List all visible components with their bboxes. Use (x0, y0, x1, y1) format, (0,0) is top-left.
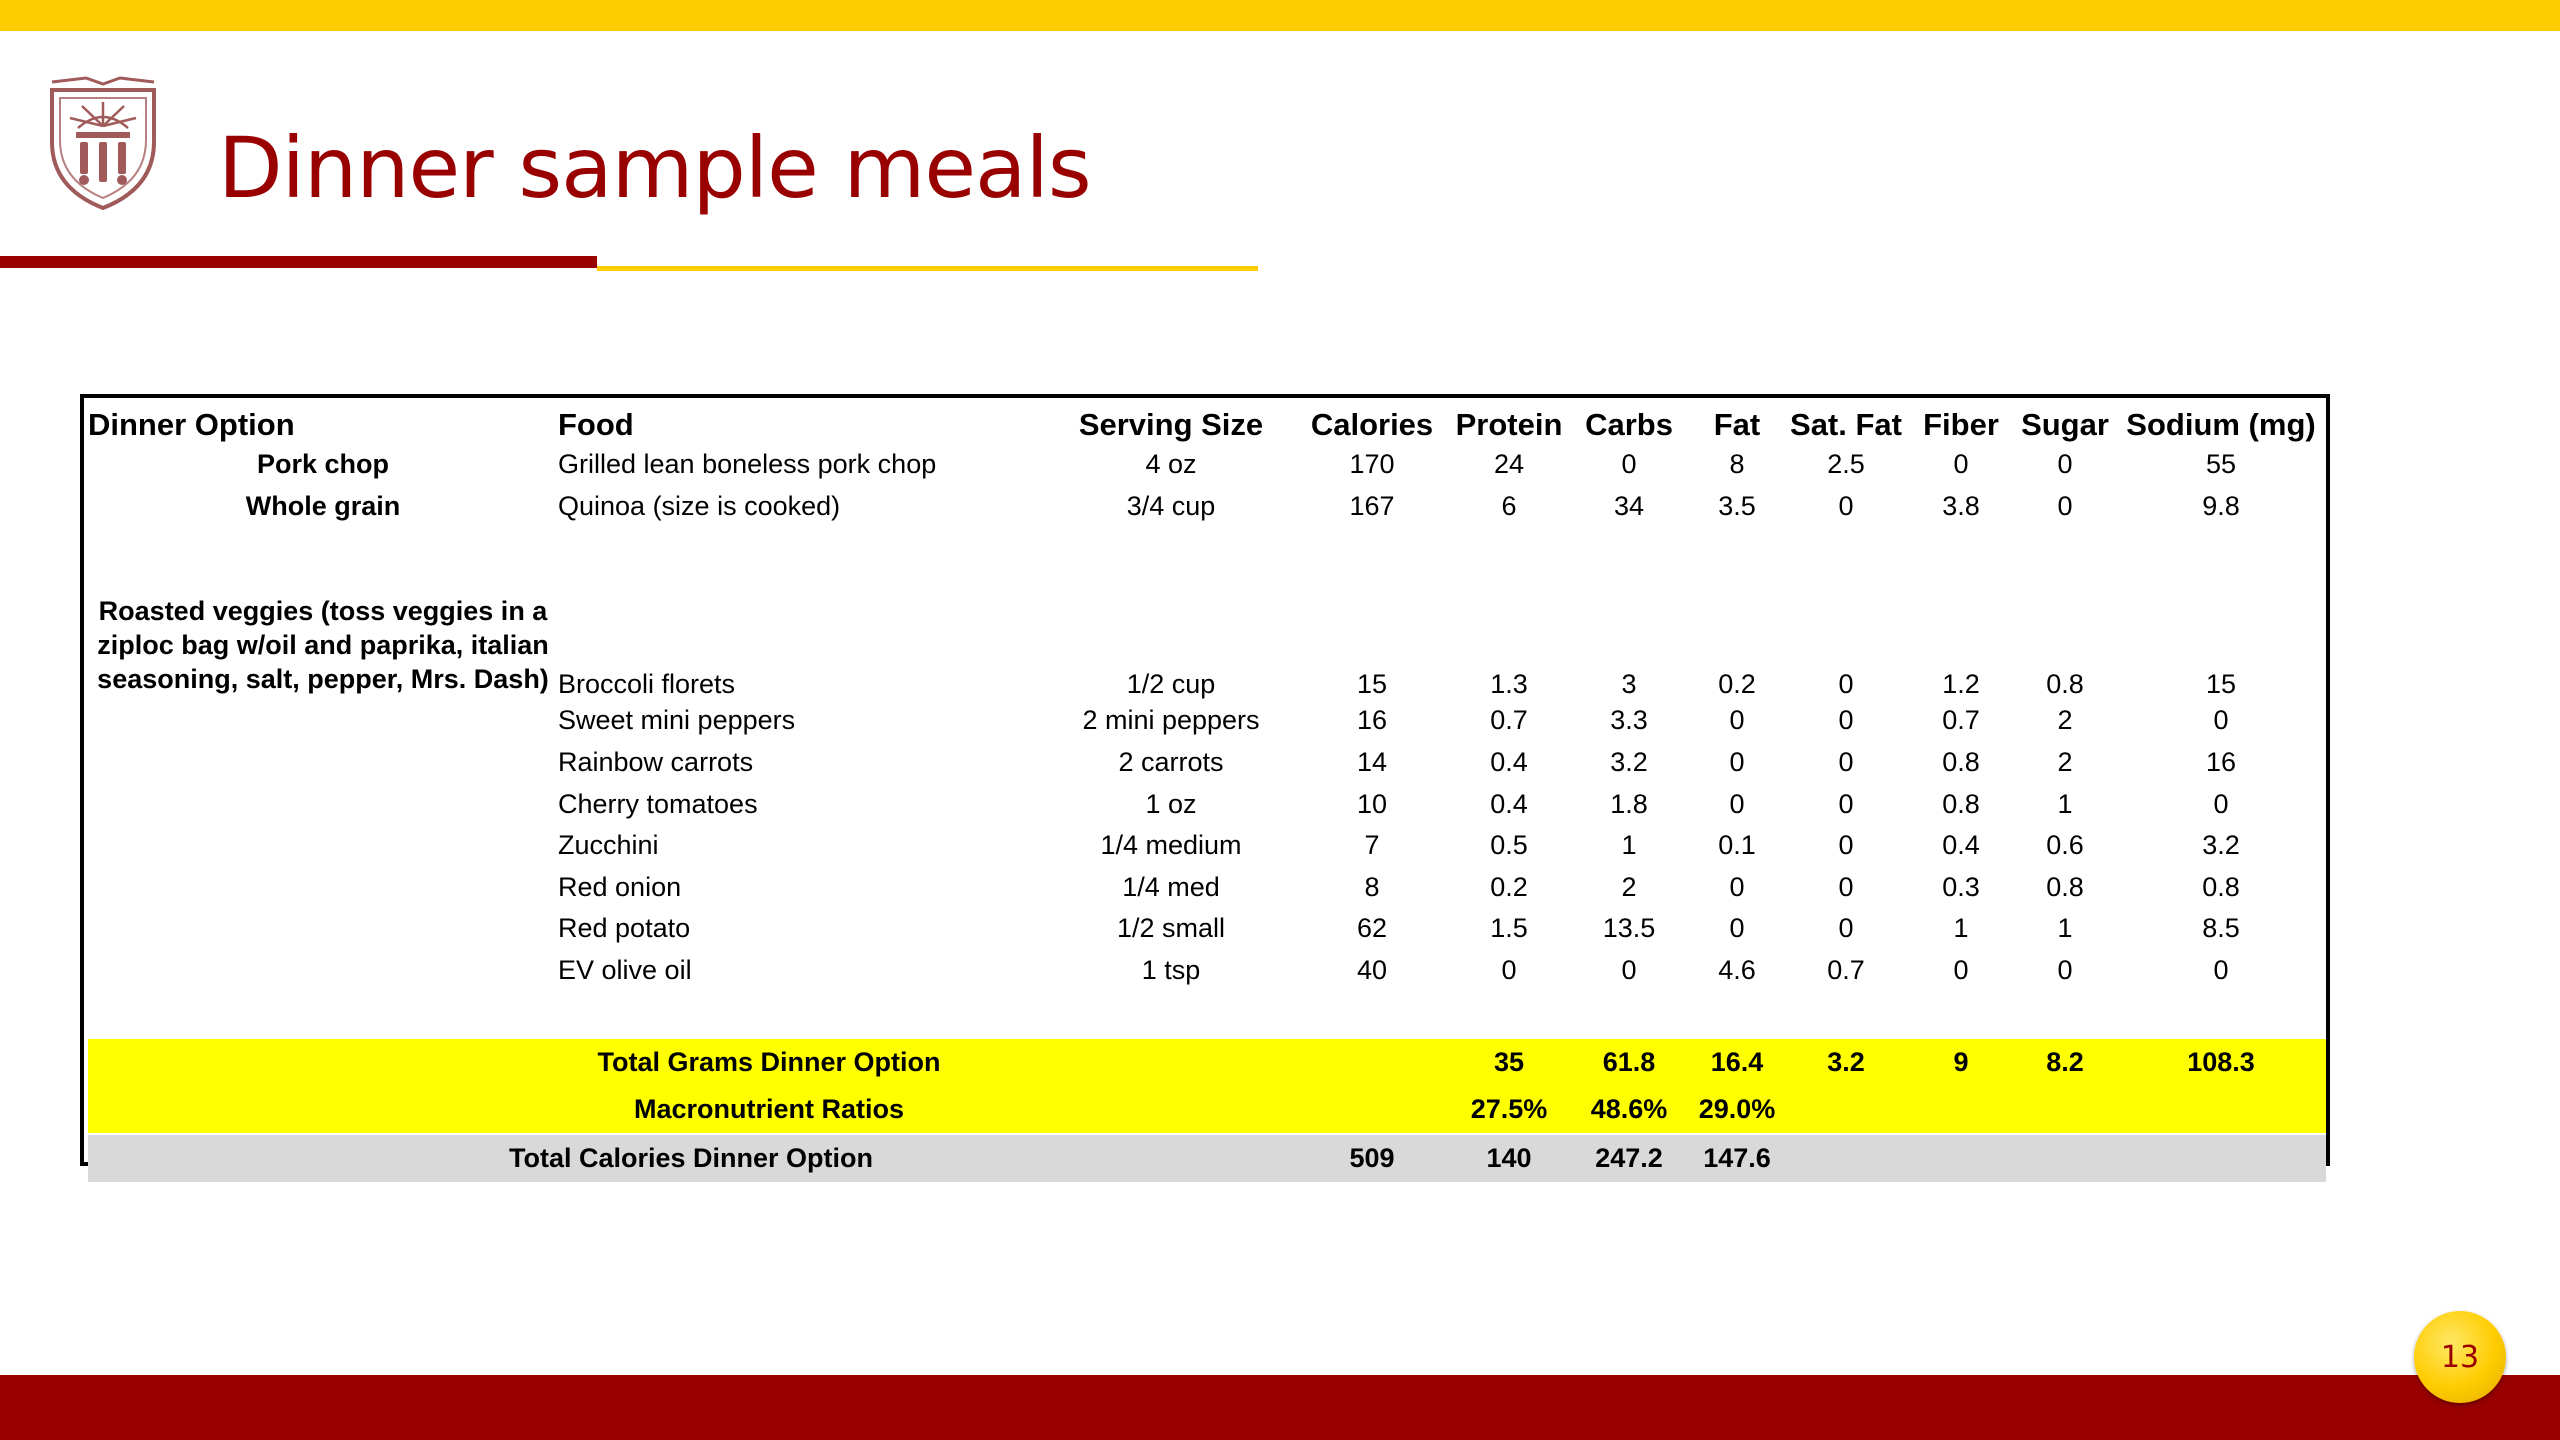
carbs-cell: 3 (1621, 669, 1637, 700)
header-fat: Fat (1713, 407, 1761, 442)
carbs-cell: 1.8 (1610, 788, 1648, 819)
sugar-cell: 2 (2057, 705, 2073, 736)
serving-cell: 1 oz (1145, 788, 1197, 819)
dinner-option-cell: Pork chop (256, 449, 390, 480)
sodium-cell: 0 (2213, 705, 2229, 736)
carbs-cell: 34 (1613, 490, 1645, 521)
serving-cell: 1/4 med (1122, 871, 1220, 902)
page-number-badge: 13 (2414, 1311, 2506, 1403)
fat-cell: 0 (1729, 788, 1745, 819)
dinner-option-cell (88, 867, 558, 909)
serving-cell: 3/4 cup (1126, 490, 1216, 521)
serving-cell: 1 tsp (1141, 955, 1201, 986)
calories-cell: 62 (1356, 913, 1388, 944)
calories-cell: 15 (1356, 669, 1388, 700)
sugar-cell: 0.8 (2046, 871, 2084, 902)
macronutrient-ratios-row (88, 1086, 2326, 1134)
dinner-option-cell (88, 700, 558, 742)
sat-fat-cell: 2.5 (1827, 449, 1865, 480)
sat-fat-cell: 0 (1838, 913, 1854, 944)
fiber-cell: 1.2 (1942, 669, 1980, 700)
sugar-cell: 0 (2057, 490, 2073, 521)
carbs-ratio: 48.6% (1568, 1086, 1690, 1134)
header-sugar: Sugar (2021, 407, 2109, 442)
protein-cell: 0.7 (1490, 705, 1528, 736)
sat-fat-cell: 0 (1838, 490, 1854, 521)
spacer-cell (88, 991, 2326, 1039)
fat-cell: 8 (1729, 449, 1745, 480)
empty-cell (2116, 1086, 2326, 1134)
header-serving-size: Serving Size (1078, 407, 1264, 442)
total-sodium-mg: 108.3 (2116, 1039, 2326, 1086)
sugar-cell: 2 (2057, 747, 2073, 778)
serving-cell: 2 carrots (1118, 747, 1224, 778)
empty-cell (1784, 1134, 1908, 1182)
fiber-cell: 0 (1953, 449, 1969, 480)
carbs-cell: 2 (1621, 871, 1637, 902)
dinner-option-cell (88, 950, 558, 992)
fat-cell: 0 (1729, 747, 1745, 778)
total-grams-label: Total Grams Dinner Option (88, 1039, 1450, 1086)
total-calories: 509 (1294, 1134, 1450, 1182)
total-fiber-grams: 9 (1908, 1039, 2014, 1086)
sugar-cell: 0.6 (2046, 830, 2084, 861)
sugar-cell: 1 (2057, 788, 2073, 819)
table-row (88, 867, 2326, 909)
nutrition-table (88, 406, 2326, 1182)
sodium-cell: 9.8 (2202, 490, 2240, 521)
header-carbs: Carbs (1585, 407, 1673, 442)
table-row (88, 486, 2326, 528)
table-row (88, 783, 2326, 825)
empty-cell (2116, 1134, 2326, 1182)
table-header-row (88, 406, 2326, 444)
food-cell: Broccoli florets (558, 669, 736, 700)
table-row (88, 700, 2326, 742)
carbs-cell: 13.5 (1602, 913, 1656, 944)
food-cell: Quinoa (size is cooked) (558, 490, 841, 521)
dinner-option-cell: Whole grain (245, 490, 401, 521)
dinner-option-cell: Roasted veggies (toss veggies in a ziploc bag w/oil and paprika, italian seasoning, salt, pepper, Mrs. Dash) (97, 596, 549, 695)
sodium-cell: 0.8 (2202, 871, 2240, 902)
sugar-cell: 0.8 (2046, 669, 2084, 700)
fiber-cell: 0.7 (1942, 705, 1980, 736)
calories-cell: 170 (1349, 449, 1395, 480)
food-cell: Red potato (558, 913, 691, 944)
dinner-option-cell (88, 825, 558, 867)
table-row (88, 908, 2326, 950)
carbs-cell: 0 (1621, 955, 1637, 986)
header-fiber: Fiber (1923, 407, 1999, 442)
carbs-cell: 3.3 (1610, 705, 1648, 736)
title-underline-gold (597, 266, 1258, 271)
sodium-cell: 8.5 (2202, 913, 2240, 944)
table-row (88, 527, 2326, 700)
fiber-cell: 0.4 (1942, 830, 1980, 861)
empty-cell (1784, 1086, 1908, 1134)
calories-cell: 8 (1364, 871, 1380, 902)
food-cell: Zucchini (558, 830, 659, 861)
header-food: Food (558, 407, 634, 442)
fiber-cell: 0 (1953, 955, 1969, 986)
table-row (88, 825, 2326, 867)
sugar-cell: 0 (2057, 955, 2073, 986)
fat-cell: 3.5 (1718, 490, 1756, 521)
fiber-cell: 1 (1953, 913, 1969, 944)
protein-cell: 0 (1501, 955, 1517, 986)
carbs-cell: 3.2 (1610, 747, 1648, 778)
empty-cell (2014, 1086, 2116, 1134)
sat-fat-cell: 0 (1838, 871, 1854, 902)
total-calories-row (88, 1134, 2326, 1182)
serving-cell: 4 oz (1145, 449, 1197, 480)
sugar-cell: 1 (2057, 913, 2073, 944)
fiber-cell: 0.8 (1942, 788, 1980, 819)
table-row (88, 950, 2326, 992)
header-calories: Calories (1310, 407, 1434, 442)
carbs-cell: 0 (1621, 449, 1637, 480)
total-carbs-grams: 61.8 (1568, 1039, 1690, 1086)
calories-cell: 16 (1356, 705, 1388, 736)
table-row (88, 742, 2326, 784)
calories-cell: 40 (1356, 955, 1388, 986)
calories-cell: 7 (1364, 830, 1380, 861)
protein-calories: 140 (1450, 1134, 1568, 1182)
sodium-cell: 55 (2205, 449, 2237, 480)
header-sodium: Sodium (mg) (2126, 407, 2316, 442)
food-cell: Grilled lean boneless pork chop (558, 449, 937, 480)
sodium-cell: 0 (2213, 788, 2229, 819)
sodium-cell: 0 (2213, 955, 2229, 986)
total-protein-grams: 35 (1450, 1039, 1568, 1086)
header-sat-fat: Sat. Fat (1790, 407, 1902, 442)
protein-ratio: 27.5% (1450, 1086, 1568, 1134)
fat-cell: 0.1 (1718, 830, 1756, 861)
fat-cell: 0.2 (1718, 669, 1756, 700)
table-row (88, 444, 2326, 486)
sat-fat-cell: 0.7 (1827, 955, 1865, 986)
dinner-option-cell (88, 908, 558, 950)
fat-ratio: 29.0% (1690, 1086, 1784, 1134)
protein-cell: 0.4 (1490, 747, 1528, 778)
fat-cell: 4.6 (1718, 955, 1756, 986)
protein-cell: 6 (1501, 490, 1517, 521)
carbs-calories: 247.2 (1568, 1134, 1690, 1182)
university-seal-icon (46, 76, 160, 212)
sat-fat-cell: 0 (1838, 669, 1854, 700)
total-sat-fat-grams: 3.2 (1784, 1039, 1908, 1086)
serving-cell: 1/2 small (1116, 913, 1226, 944)
protein-cell: 0.5 (1490, 830, 1528, 861)
food-cell: Sweet mini peppers (558, 705, 796, 736)
empty-cell (1908, 1134, 2014, 1182)
food-cell: EV olive oil (558, 955, 692, 986)
serving-cell: 1/4 medium (1100, 830, 1242, 861)
fiber-cell: 0.3 (1942, 871, 1980, 902)
top-accent-bar (0, 0, 2560, 31)
sat-fat-cell: 0 (1838, 747, 1854, 778)
total-sugar-grams: 8.2 (2014, 1039, 2116, 1086)
sat-fat-cell: 0 (1838, 705, 1854, 736)
fiber-cell: 0.8 (1942, 747, 1980, 778)
protein-cell: 1.3 (1490, 669, 1528, 700)
protein-cell: 24 (1493, 449, 1525, 480)
carbs-cell: 1 (1621, 830, 1637, 861)
sodium-cell: 15 (2205, 669, 2237, 700)
bottom-accent-bar (0, 1375, 2560, 1440)
header-dinner-option: Dinner Option (88, 407, 295, 442)
empty-cell (1908, 1086, 2014, 1134)
protein-cell: 1.5 (1490, 913, 1528, 944)
sat-fat-cell: 0 (1838, 788, 1854, 819)
nutrition-table-frame (80, 394, 2330, 1174)
fat-cell: 0 (1729, 871, 1745, 902)
sodium-cell: 16 (2205, 747, 2237, 778)
serving-cell: 1/2 cup (1126, 669, 1216, 700)
dinner-option-cell (88, 783, 558, 825)
total-fat-grams: 16.4 (1690, 1039, 1784, 1086)
macronutrient-ratios-label: Macronutrient Ratios (88, 1086, 1450, 1134)
calories-cell: 10 (1356, 788, 1388, 819)
protein-cell: 0.2 (1490, 871, 1528, 902)
title-underline-red (0, 256, 597, 268)
slide-title: Dinner sample meals (218, 119, 1091, 217)
protein-cell: 0.4 (1490, 788, 1528, 819)
calories-cell: 14 (1356, 747, 1388, 778)
total-calories-label: Total Calories Dinner Option (88, 1134, 1294, 1182)
calories-cell: 167 (1349, 490, 1395, 521)
fat-calories: 147.6 (1690, 1134, 1784, 1182)
total-grams-row (88, 1039, 2326, 1086)
serving-cell: 2 mini peppers (1082, 705, 1260, 736)
fiber-cell: 3.8 (1942, 490, 1980, 521)
empty-cell (2014, 1134, 2116, 1182)
food-cell: Rainbow carrots (558, 747, 754, 778)
food-cell: Red onion (558, 871, 682, 902)
sat-fat-cell: 0 (1838, 830, 1854, 861)
food-cell: Cherry tomatoes (558, 788, 758, 819)
sugar-cell: 0 (2057, 449, 2073, 480)
fat-cell: 0 (1729, 913, 1745, 944)
header-protein: Protein (1455, 407, 1563, 442)
table-spacer-row (88, 991, 2326, 1039)
fat-cell: 0 (1729, 705, 1745, 736)
sodium-cell: 3.2 (2202, 830, 2240, 861)
dinner-option-cell (88, 742, 558, 784)
